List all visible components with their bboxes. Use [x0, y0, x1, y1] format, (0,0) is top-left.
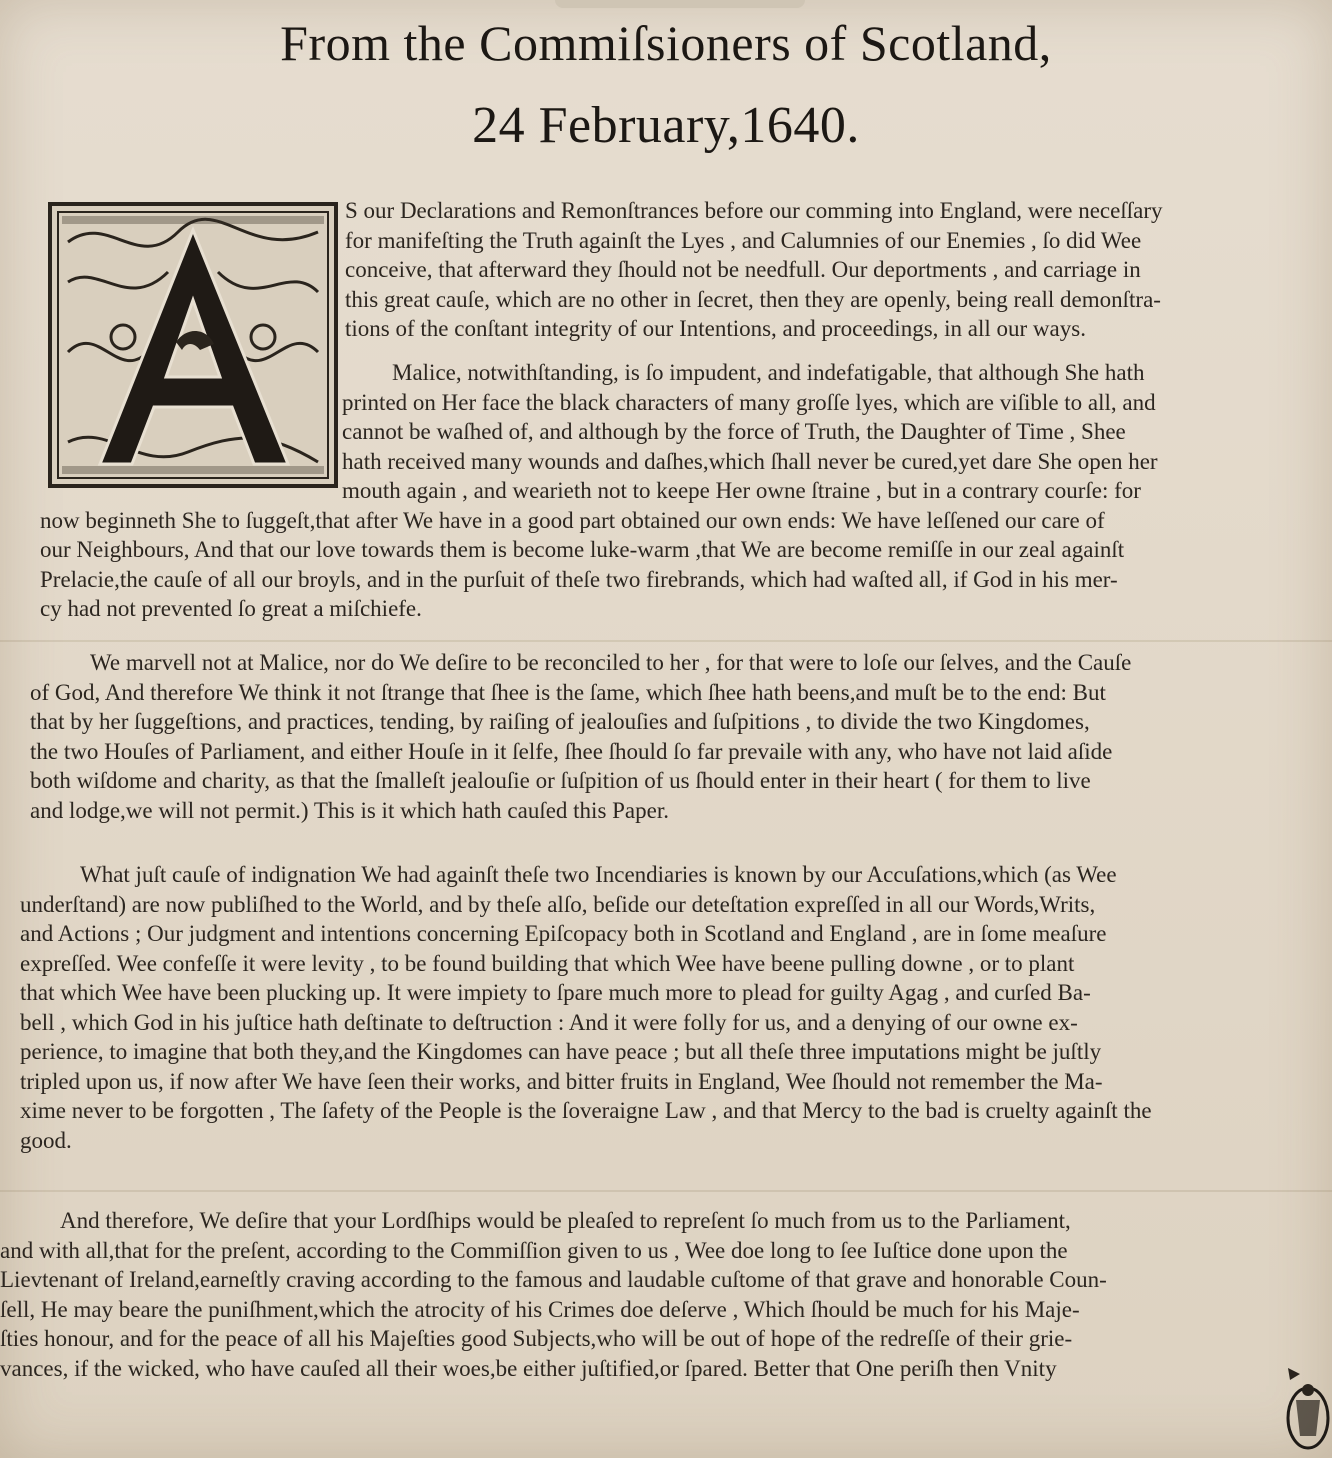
- text-line: Lievtenant of Ireland,earneſtly craving according to the famous and laudable cuſtome of that grave and honorable Coun-: [0, 1267, 1107, 1292]
- text-line: What juſt cauſe of indignation We had againſt theſe two Incendiaries is known by our Accuſations,which (as Wee: [80, 862, 1117, 887]
- paragraph-4: [20, 860, 1270, 1155]
- text-line: vances, if the wicked, who have cauſed all their woes,be either juſtified,or ſpared. Better that One periſh then Vnity: [0, 1355, 1057, 1381]
- text-line: hath received many wounds and daſhes,which ſhall never be cured,yet dare She open her: [342, 448, 1158, 474]
- text-line: now beginneth She to ſuggeſt,that after We have in a good part obtained our own ends: We have leſſened our care of: [40, 507, 1105, 533]
- text-line: Malice, notwithſtanding, is ſo impudent, and indefatigable, that although She hath: [392, 360, 1145, 385]
- text-line: expreſſed. Wee confeſſe it were levity , to be found building that which Wee have beene pulling downe , or to plant: [20, 950, 1075, 976]
- text-line: of God, And therefore We think it not ſtrange that ſhee is the ſame, which ſhee hath beens,and muſt be to the end: But: [30, 679, 1106, 705]
- text-line: the two Houſes of Parliament, and either Houſe in it ſelfe, ſhee ſhould ſo far prevaile with any, who have not laid aſide: [30, 738, 1113, 764]
- text-line: for manifeſting the Truth againſt the Lyes , and Calumnies of our Enemies , ſo did Wee: [345, 227, 1142, 253]
- paragraph-1: [345, 196, 1245, 344]
- text-line: ſties honour, and for the peace of all his Majeſties good Subjects,who will be out of hope of the redreſſe of their grie-: [0, 1326, 1073, 1351]
- text-line: tions of the conſtant integrity of our Intentions, and proceedings, in all our ways.: [345, 316, 1086, 341]
- document-title: From the Commiſsioners of Scotland,: [280, 15, 1052, 71]
- text-line: and lodge,we will not permit.) This is it which hath cauſed this Paper.: [30, 797, 669, 823]
- text-line: that by her ſuggeſtions, and practices, tending, by raiſing of jealouſies and ſuſpitions , to divide the two Kingdomes,: [30, 709, 1090, 734]
- text-line: mouth again , and wearieth not to keepe Her owne ſtraine , but in a contrary courſe: for: [342, 478, 1141, 503]
- text-line: good.: [20, 1127, 72, 1153]
- text-line: this great cauſe, which are no other in ſecret, then they are openly, being reall demonſtra-: [345, 286, 1161, 312]
- text-line: conceive, that afterward they ſhould not be needfull. Our deportments , and carriage in: [345, 257, 1141, 282]
- archive-stamp: [1282, 1360, 1330, 1452]
- fold-line: [0, 1190, 1332, 1192]
- text-line: our Neighbours, And that our love towards them is become luke-warm ,that We are become remiſſe in our zeal againſt: [40, 537, 1125, 562]
- paper-tab: [555, 0, 805, 8]
- text-line: cannot be waſhed of, and although by the force of Truth, the Daughter of Time , Shee: [342, 419, 1126, 444]
- text-line: cy had not prevented ſo great a miſchiefe.: [40, 596, 422, 621]
- text-line: Prelacie,the cauſe of all our broyls, and in the purſuit of theſe two firebrands, which had waſted all, if God in his mer-: [40, 566, 1118, 592]
- text-line: bell , which God in his juſtice hath deſtinate to deſtruction : And it were folly for us, and a denying of our owne ex-: [20, 1009, 1078, 1035]
- paragraph-3: [30, 648, 1280, 825]
- paragraph-2: [40, 358, 1260, 624]
- fold-line: [0, 640, 1332, 642]
- text-line: S our Declarations and Remonſtrances before our comming into England, were neceſſary: [345, 198, 1163, 223]
- text-line: printed on Her face the black characters of many groſſe lyes, which are viſible to all, and: [342, 389, 1156, 415]
- text-line: and with all,that for the preſent, according to the Commiſſion given to us , Wee doe long to ſee Iuſtice done upon the: [0, 1237, 1068, 1263]
- text-line: tripled upon us, if now after We have ſeen their works, and bitter fruits in England, Wee ſhould not remember the Ma-: [20, 1068, 1103, 1094]
- text-line: And therefore, We deſire that your Lordſhips would be pleaſed to repreſent ſo much from us to the Parliament,: [60, 1208, 1071, 1233]
- text-line: both wiſdome and charity, as that the ſmalleſt jealouſie or ſuſpition of us ſhould enter in their heart ( for them to live: [30, 768, 1091, 793]
- text-line: and Actions ; Our judgment and intentions concerning Epiſcopacy both in Scotland and England , are in ſome meaſure: [20, 921, 1107, 946]
- text-line: underſtand) are now publiſhed to the World, and by theſe alſo, beſide our deteſtation expreſſed in all our Words,Writs,: [20, 891, 1096, 917]
- text-line: xime never to be forgotten , The ſafety of the People is the ſoveraigne Law , and that Mercy to the bad is cruelty againſt the: [20, 1098, 1152, 1123]
- text-line: perience, to imagine that both they,and the Kingdomes can have peace ; but all theſe three imputations might be juſtly: [20, 1039, 1102, 1064]
- text-line: ſell, He may beare the puniſhment,which the atrocity of his Crimes doe deſerve , Which ſhould be much for his Maje-: [0, 1296, 1080, 1322]
- paragraph-5: [0, 1206, 1250, 1383]
- text-line: that which Wee have been plucking up. It were impiety to ſpare much more to plead for guilty Agag , and curſed Ba-: [20, 980, 1091, 1005]
- text-line: We marvell not at Malice, nor do We deſire to be reconciled to her , for that were to loſe our ſelves, and the Cauſe: [90, 650, 1132, 675]
- document-date: 24 February,1640.: [472, 97, 860, 154]
